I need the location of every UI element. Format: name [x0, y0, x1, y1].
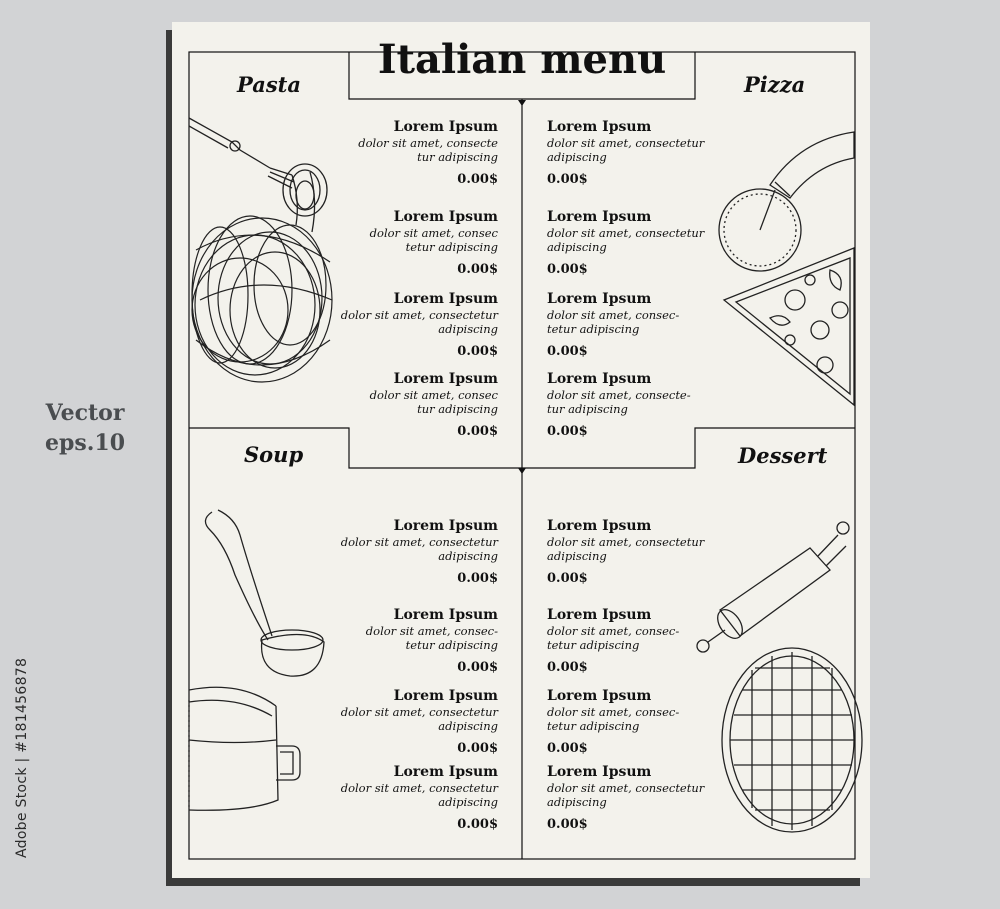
item-price: 0.00$ [547, 262, 588, 277]
menu-item-pasta-2 [308, 208, 498, 278]
item-description: dolor sit amet, consec [369, 226, 498, 240]
item-description: dolor sit amet, consecte [358, 136, 498, 150]
item-description: adipiscing [438, 322, 498, 336]
item-price: 0.00$ [547, 817, 588, 832]
item-name: Lorem Ipsum [393, 764, 498, 780]
item-name: Lorem Ipsum [547, 607, 652, 623]
item-price: 0.00$ [547, 660, 588, 675]
item-name: Lorem Ipsum [547, 764, 652, 780]
item-price: 0.00$ [457, 741, 498, 756]
item-name: Lorem Ipsum [547, 291, 652, 307]
item-description: dolor sit amet, consectetur [340, 705, 498, 719]
section-title-pizza: Pizza [744, 72, 806, 97]
item-description: dolor sit amet, consectetur [547, 535, 705, 549]
item-price: 0.00$ [457, 172, 498, 187]
menu-item-pasta-1 [308, 118, 498, 188]
item-description: tetur adipiscing [405, 638, 498, 652]
menu-item-dessert-3 [547, 687, 737, 757]
item-description: dolor sit amet, consecte- [547, 388, 691, 402]
section-title-soup: Soup [244, 442, 304, 467]
item-description: dolor sit amet, consec [369, 388, 498, 402]
item-price: 0.00$ [457, 660, 498, 675]
menu-item-pizza-4 [547, 370, 737, 440]
item-description: dolor sit amet, consec- [365, 624, 498, 638]
item-description: adipiscing [547, 240, 607, 254]
menu-item-pizza-2 [547, 208, 737, 278]
item-description: adipiscing [547, 549, 607, 563]
eps-label: eps.10 [44, 430, 126, 456]
item-name: Lorem Ipsum [393, 518, 498, 534]
item-description: tetur adipiscing [547, 322, 640, 336]
item-name: Lorem Ipsum [393, 209, 498, 225]
menu-item-pizza-1 [547, 118, 737, 188]
item-description: tetur adipiscing [405, 240, 498, 254]
item-description: adipiscing [438, 795, 498, 809]
item-price: 0.00$ [547, 571, 588, 586]
menu-item-pasta-4 [308, 370, 498, 440]
item-description: dolor sit amet, consectetur [340, 535, 498, 549]
menu-item-soup-3 [308, 687, 498, 757]
item-price: 0.00$ [547, 424, 588, 439]
menu-title: Italian menu [377, 36, 667, 83]
menu-item-dessert-2 [547, 606, 737, 676]
item-name: Lorem Ipsum [547, 371, 652, 387]
item-name: Lorem Ipsum [393, 688, 498, 704]
item-description: dolor sit amet, consec- [547, 624, 680, 638]
item-price: 0.00$ [457, 262, 498, 277]
item-name: Lorem Ipsum [547, 209, 652, 225]
section-title-pasta: Pasta [237, 72, 301, 97]
item-price: 0.00$ [457, 571, 498, 586]
menu-item-soup-4 [308, 763, 498, 833]
item-name: Lorem Ipsum [547, 119, 652, 135]
item-price: 0.00$ [457, 424, 498, 439]
item-description: tur adipiscing [547, 402, 628, 416]
item-name: Lorem Ipsum [547, 688, 652, 704]
menu-item-dessert-1 [547, 517, 737, 587]
item-price: 0.00$ [547, 172, 588, 187]
menu-item-soup-2 [308, 606, 498, 676]
item-name: Lorem Ipsum [393, 607, 498, 623]
item-description: tur adipiscing [417, 402, 498, 416]
item-description: dolor sit amet, consec- [547, 705, 680, 719]
item-price: 0.00$ [457, 817, 498, 832]
item-description: adipiscing [438, 549, 498, 563]
menu-item-pizza-3 [547, 290, 737, 360]
item-description: adipiscing [547, 150, 607, 164]
stock-id-label: Adobe Stock | #181456878 [14, 657, 30, 858]
item-description: dolor sit amet, consec- [547, 308, 680, 322]
menu-item-dessert-4 [547, 763, 737, 833]
item-description: tur adipiscing [417, 150, 498, 164]
item-description: dolor sit amet, consectetur [340, 781, 498, 795]
item-name: Lorem Ipsum [393, 371, 498, 387]
item-description: tetur adipiscing [547, 638, 640, 652]
item-description: adipiscing [547, 795, 607, 809]
item-price: 0.00$ [457, 344, 498, 359]
item-name: Lorem Ipsum [393, 291, 498, 307]
item-description: tetur adipiscing [547, 719, 640, 733]
item-description: dolor sit amet, consectetur [547, 781, 705, 795]
item-description: adipiscing [438, 719, 498, 733]
section-title-dessert: Dessert [738, 443, 828, 468]
menu-item-pasta-3 [308, 290, 498, 360]
menu-item-soup-1 [308, 517, 498, 587]
item-name: Lorem Ipsum [393, 119, 498, 135]
item-description: dolor sit amet, consectetur [547, 226, 705, 240]
item-name: Lorem Ipsum [547, 518, 652, 534]
vector-label: Vector [45, 400, 125, 426]
item-price: 0.00$ [547, 344, 588, 359]
item-description: dolor sit amet, consectetur [547, 136, 705, 150]
item-price: 0.00$ [547, 741, 588, 756]
item-description: dolor sit amet, consectetur [340, 308, 498, 322]
